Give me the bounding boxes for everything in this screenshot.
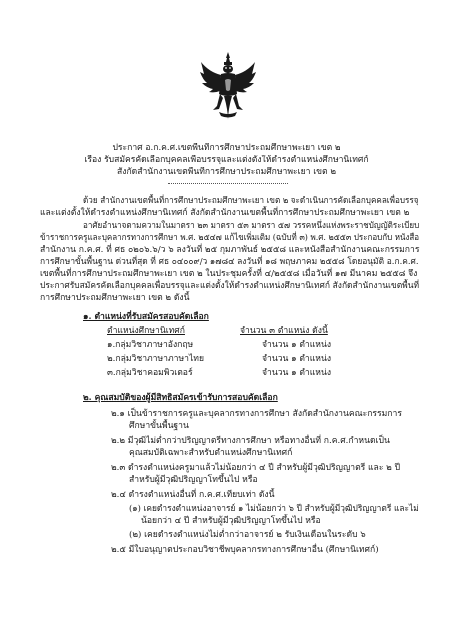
position-row-amount: จำนวน ๑ ตำแหน่ง	[262, 368, 332, 378]
announcement-affiliation: สังกัดสำนักงานเขตพื้นที่การศึกษาประถมศึกษาพะเยา เขต ๒	[117, 167, 336, 177]
position-row-amount: จำนวน ๑ ตำแหน่ง	[262, 340, 332, 350]
position-row-name: ๓.กลุ่มวิชาคอมพิวเตอร์	[107, 368, 193, 378]
qualification-2-4-1: (๑) เคยดำรงตำแหน่งอาจารย์ ๑ ไม่น้อยกว่า ๖ ปี สำหรับผู้มีวุฒิปริญญาตรี และไม่	[129, 504, 419, 514]
position-row-name: ๒.กลุ่มวิชาภาษาภาษาไทย	[107, 354, 204, 364]
position-header: ตำแหน่งศึกษานิเทศก์	[107, 326, 185, 336]
qualification-2-1-cont: ศึกษาขั้นพื้นฐาน	[129, 421, 189, 431]
section-2-title: ๒. คุณสมบัติของผู้มีสิทธิสมัครเข้ารับการสอบคัดเลือก	[83, 393, 278, 403]
paragraph-2-line-1: อาศัยอำนาจตามความในมาตรา ๒๓ มาตรา ๕๓ มาตรา ๕๗ วรรคหนึ่งแห่งพระราชบัญญัติระเบียบ	[83, 221, 420, 231]
paragraph-2-line-5: เขตพื้นที่การศึกษาประถมศึกษาพะเยา เขต ๒ ในประชุมครั้งที่ ๔/๒๕๕๘ เมื่อวันที่ ๑๗ มีนาคม ๒๕๕๘ จึง	[40, 269, 418, 279]
qualification-2-1: ๒.๑ เป็นข้าราชการครูและบุคลากรทางการศึกษา สังกัดสำนักงานคณะกรรมการ	[111, 409, 402, 419]
paragraph-2-line-6: ประกาศรับสมัครคัดเลือกบุคคลเพื่อบรรจุและแต่งตั้งให้ดำรงตำแหน่งศึกษานิเทศก์ สังกัดสำนักงานเขตพื้นที่	[40, 281, 420, 291]
paragraph-2-line-2: ข้าราชการครูและบุคลากรทางการศึกษา พ.ศ. ๒๕๔๗ แก้ไขเพิ่มเติม (ฉบับที่ ๓) พ.ศ. ๒๕๕๓ ประกอบกับ หนังสือ	[40, 233, 420, 243]
paragraph-2-line-3: สำนักงาน ก.ค.ศ. ที่ ศธ ๐๒๐๖.๖/ว ๖ ลงวันที่ ๒๕ กุมภาพันธ์ ๒๕๕๘ และหนังสือสำนักงานคณะกรรมการ	[40, 245, 420, 255]
section-1-title: ๑. ตำแหน่งที่รับสมัครสอบคัดเลือก	[83, 312, 209, 322]
paragraph-1-line-1: ด้วย สำนักงานเขตพื้นที่การศึกษาประถมศึกษาพะเยา เขต ๒ จะดำเนินการคัดเลือกบุคคลเพื่อบรรจุ	[83, 196, 419, 206]
position-row-name: ๑.กลุ่มวิชาภาษาอังกฤษ	[107, 340, 194, 350]
announcement-title: ประกาศ อ.ก.ค.ศ.เขตพื้นที่การศึกษาประถมศึกษาพะเยา เขต ๒	[112, 143, 341, 153]
qualification-2-3: ๒.๓ ดำรงตำแหน่งครูมาแล้วไม่น้อยกว่า ๔ ปี สำหรับผู้มีวุฒิปริญญาตรี และ ๒ ปี	[111, 463, 401, 473]
qualification-2-5: ๒.๕ มีใบอนุญาตประกอบวิชาชีพบุคลากรทางการศึกษาอื่น (ศึกษานิเทศก์)	[111, 545, 379, 555]
qualification-2-4-1-cont: น้อยกว่า ๔ ปี สำหรับผู้มีวุฒิปริญญาโทขึ้นไป หรือ	[141, 516, 321, 526]
qualification-2-4: ๒.๔ ดำรงตำแหน่งอื่นที่ ก.ค.ศ.เทียบเท่า ดังนี้	[111, 490, 275, 500]
position-row-amount: จำนวน ๑ ตำแหน่ง	[262, 354, 332, 364]
announcement-subject: เรื่อง รับสมัครคัดเลือกบุคคลเพื่อบรรจุและแต่งตั้งให้ดำรงตำแหน่งศึกษานิเทศก์	[84, 155, 369, 165]
garuda-emblem-icon	[199, 50, 257, 123]
paragraph-2-line-7: การศึกษาประถมศึกษาพะเยา เขต ๒ ดังนี้	[40, 293, 190, 303]
paragraph-2-line-4: การศึกษาขั้นพื้นฐาน ด่วนที่สุด ที่ ศธ ๐๔๐๐๙/ว ๑๗๘๔ ลงวันที่ ๑๘ พฤษภาคม ๒๕๕๘ โดยอนุมัติ อ.ก.ค.ศ.	[40, 257, 419, 267]
qualification-2-2-cont: คุณสมบัติเฉพาะสำหรับตำแหน่งศึกษานิเทศก์	[129, 448, 293, 458]
qualification-2-4-2: (๒) เคยดำรงตำแหน่งไม่ต่ำกว่าอาจารย์ ๒ รับเงินเดือนในระดับ ๖	[129, 530, 366, 540]
position-total: จำนวน ๓ ตำแหน่ง ดังนี้	[240, 326, 328, 336]
qualification-2-3-cont: สำหรับผู้มีวุฒิปริญญาโทขึ้นไป หรือ	[129, 475, 258, 485]
header-divider	[168, 183, 288, 184]
paragraph-1-line-2: และแต่งตั้งให้ดำรงตำแหน่งศึกษานิเทศก์ สังกัดสำนักงานเขตพื้นที่การศึกษาประถมศึกษาพะเยา เขต ๒	[40, 208, 410, 218]
qualification-2-2: ๒.๒ มีวุฒิไม่ต่ำกว่าปริญญาตรีทางการศึกษา หรือทางอื่นที่ ก.ค.ศ.กำหนดเป็น	[111, 436, 390, 446]
